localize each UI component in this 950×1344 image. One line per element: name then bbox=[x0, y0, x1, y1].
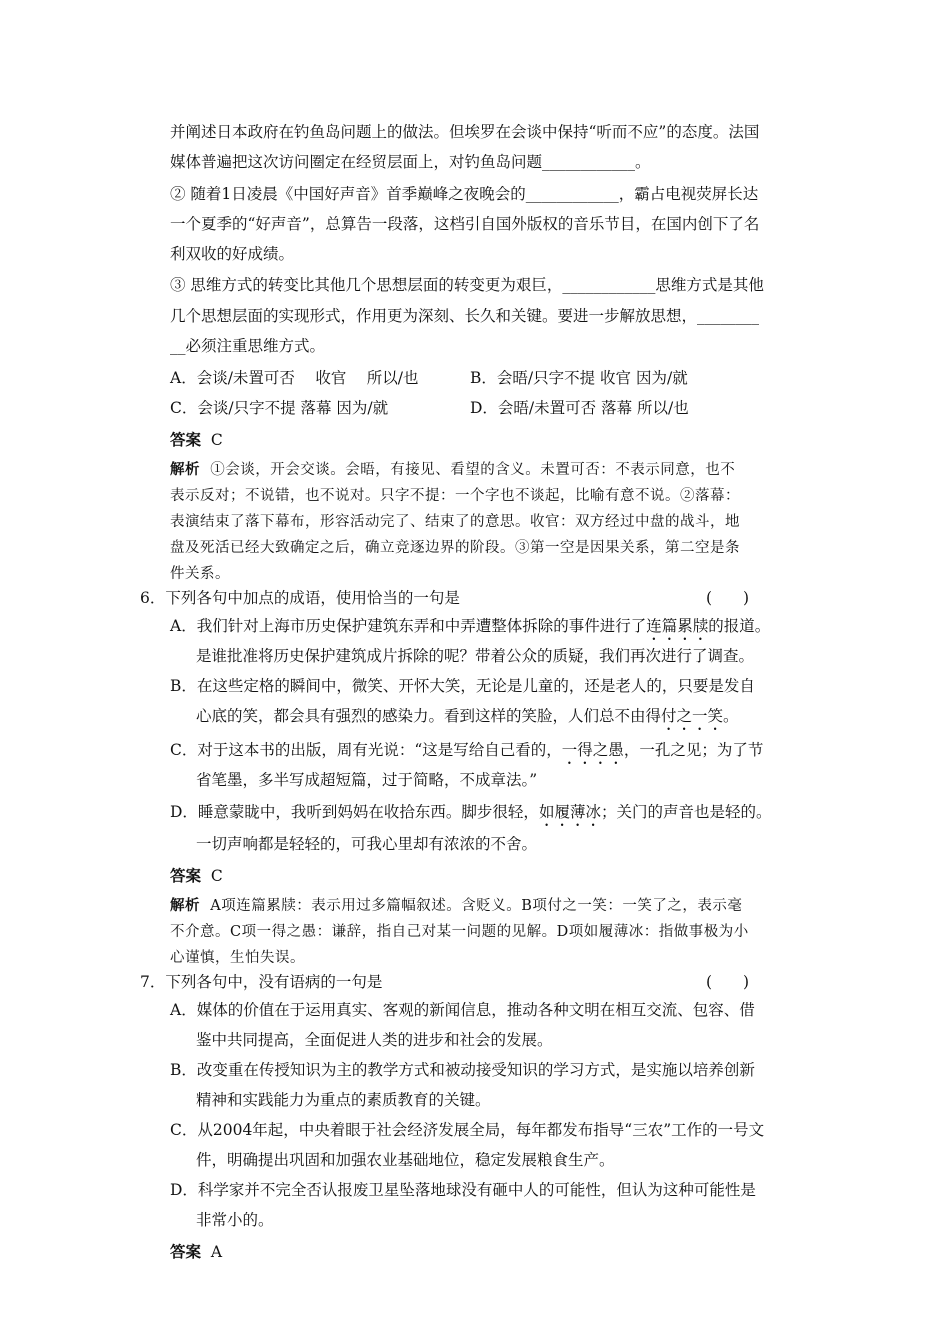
intro-line-3: ② 随着1日凌晨《中国好声音》首季巅峰之夜晚会的____________，霸占电视荧屏长达 bbox=[170, 185, 759, 203]
q7-option-b-line-2: 精神和实践能力为重点的素质教育的关键。 bbox=[196, 1091, 491, 1109]
q6-option-b-line-2: 心底的笑，都会具有强烈的感染力。看到这样的笑脸，人们总不由得付之一笑。 bbox=[196, 707, 739, 725]
question-6-bracket: ( ) bbox=[706, 589, 750, 607]
intro-line-7: 几个思想层面的实现形式，作用更为深刻、长久和关键。要进一步解放思想，________ bbox=[170, 307, 760, 325]
q6-option-d-line-2: 一切声响都是轻轻的，可我心里却有浓浓的不舍。 bbox=[196, 835, 538, 853]
q6-option-a-line-1: A．我们针对上海市历史保护建筑东弄和中弄遭整体拆除的事件进行了连篇累牍的报道。 bbox=[170, 617, 771, 635]
q6-option-d-line-1: D．睡意蒙眬中，我听到妈妈在收拾东西。脚步很轻，如履薄冰；关门的声音也是轻的。 bbox=[170, 803, 772, 821]
intro-line-2: 媒体普遍把这次访问圈定在经贸层面上，对钓鱼岛问题____________。 bbox=[170, 153, 651, 171]
explanation-label: 解析 bbox=[170, 897, 200, 914]
explanation-5-line-5: 件关系。 bbox=[170, 566, 230, 582]
q7-option-a-line-2: 鉴中共同提高，全面促进人类的进步和社会的发展。 bbox=[196, 1031, 553, 1049]
option-d: D．会晤/未置可否 落幕 所以/也 bbox=[470, 399, 689, 417]
answer-7 bbox=[170, 1242, 222, 1262]
dotted-idiom: 如履薄冰 bbox=[538, 803, 601, 821]
explanation-5-line-1: 解析 ①会谈，开会交谈。会晤，有接见、看望的含义。未置可否：不表示同意，也不 bbox=[170, 461, 736, 478]
explanation-6-line-2: 不介意。C项一得之愚：谦辞，指自己对某一问题的见解。D项如履薄冰：指做事极为小 bbox=[170, 924, 749, 940]
q7-option-d-line-1: D．科学家并不完全否认报废卫星坠落地球没有砸中人的可能性，但认为这种可能性是 bbox=[170, 1181, 756, 1199]
dotted-idiom: 付之一笑 bbox=[661, 707, 724, 725]
explanation-label: 解析 bbox=[170, 461, 200, 478]
answer-5 bbox=[170, 430, 223, 450]
intro-line-8: __必须注重思维方式。 bbox=[170, 337, 326, 355]
dotted-idiom: 一得之愚 bbox=[561, 741, 624, 759]
option-a: A．会谈/未置可否 收官 所以/也 bbox=[170, 369, 419, 387]
q7-option-c-line-1: C．从2004年起，中央着眼于社会经济发展全局，每年都发布指导“三农”工作的一号文 bbox=[170, 1121, 765, 1139]
answer-label: 答案 bbox=[170, 430, 202, 449]
option-b: B．会晤/只字不提 收官 因为/就 bbox=[470, 369, 688, 387]
explanation-5-line-2: 表示反对；不说错，也不说对。只字不提：一个字也不谈起，比喻有意不说。②落幕： bbox=[170, 488, 740, 504]
q7-option-a-line-1: A．媒体的价值在于运用真实、客观的新闻信息，推动各种文明在相互交流、包容、借 bbox=[170, 1001, 755, 1019]
q7-option-d-line-2: 非常小的。 bbox=[196, 1211, 274, 1229]
explanation-6-line-3: 心谨慎，生怕失误。 bbox=[170, 950, 305, 966]
question-6-stem: 6．下列各句中加点的成语，使用恰当的一句是 bbox=[140, 589, 460, 607]
intro-line-4: 一个夏季的“好声音”，总算告一段落，这档引自国外版权的音乐节目，在国内创下了名 bbox=[170, 215, 760, 233]
q6-option-b-line-1: B．在这些定格的瞬间中，微笑、开怀大笑，无论是儿童的，还是老人的，只要是发自 bbox=[170, 677, 755, 695]
q6-option-c-line-1: C．对于这本书的出版，周有光说：“这是写给自己看的，一得之愚，一孔之见；为了节 bbox=[170, 741, 764, 759]
answer-label: 答案 bbox=[170, 1242, 202, 1261]
explanation-5-line-3: 表演结束了落下幕布，形容活动完了、结束了的意思。收官：双方经过中盘的战斗，地 bbox=[170, 514, 740, 530]
answer-value: C bbox=[210, 431, 223, 449]
explanation-5-line-4: 盘及死活已经大致确定之后，确立竞逐边界的阶段。③第一空是因果关系，第二空是条 bbox=[170, 540, 740, 556]
answer-label: 答案 bbox=[170, 866, 202, 885]
question-7-bracket: ( ) bbox=[706, 973, 750, 991]
intro-line-6: ③ 思维方式的转变比其他几个思想层面的转变更为艰巨，____________思维方式是其他 bbox=[170, 276, 764, 294]
q7-option-b-line-1: B．改变重在传授知识为主的教学方式和被动接受知识的学习方式，是实施以培养创新 bbox=[170, 1061, 755, 1079]
answer-value: C bbox=[210, 867, 223, 885]
q6-option-a-line-2: 是谁批准将历史保护建筑成片拆除的呢？带着公众的质疑，我们再次进行了调查。 bbox=[196, 647, 755, 665]
q6-option-c-line-2: 省笔墨，多半写成超短篇，过于简略，不成章法。” bbox=[196, 771, 538, 789]
dotted-idiom: 连篇累牍 bbox=[646, 617, 709, 635]
answer-6 bbox=[170, 866, 223, 886]
question-7-stem: 7．下列各句中，没有语病的一句是 bbox=[140, 973, 383, 991]
explanation-6-line-1: 解析 A项连篇累牍：表示用过多篇幅叙述。含贬义。B项付之一笑：一笑了之，表示毫 bbox=[170, 897, 743, 914]
intro-line-1: 并阐述日本政府在钓鱼岛问题上的做法。但埃罗在会谈中保持“听而不应”的态度。法国 bbox=[170, 123, 760, 141]
answer-value: A bbox=[210, 1243, 223, 1261]
q7-option-c-line-2: 件，明确提出巩固和加强农业基础地位，稳定发展粮食生产。 bbox=[196, 1151, 615, 1169]
option-c: C．会谈/只字不提 落幕 因为/就 bbox=[170, 399, 389, 417]
intro-line-5: 利双收的好成绩。 bbox=[170, 245, 295, 263]
